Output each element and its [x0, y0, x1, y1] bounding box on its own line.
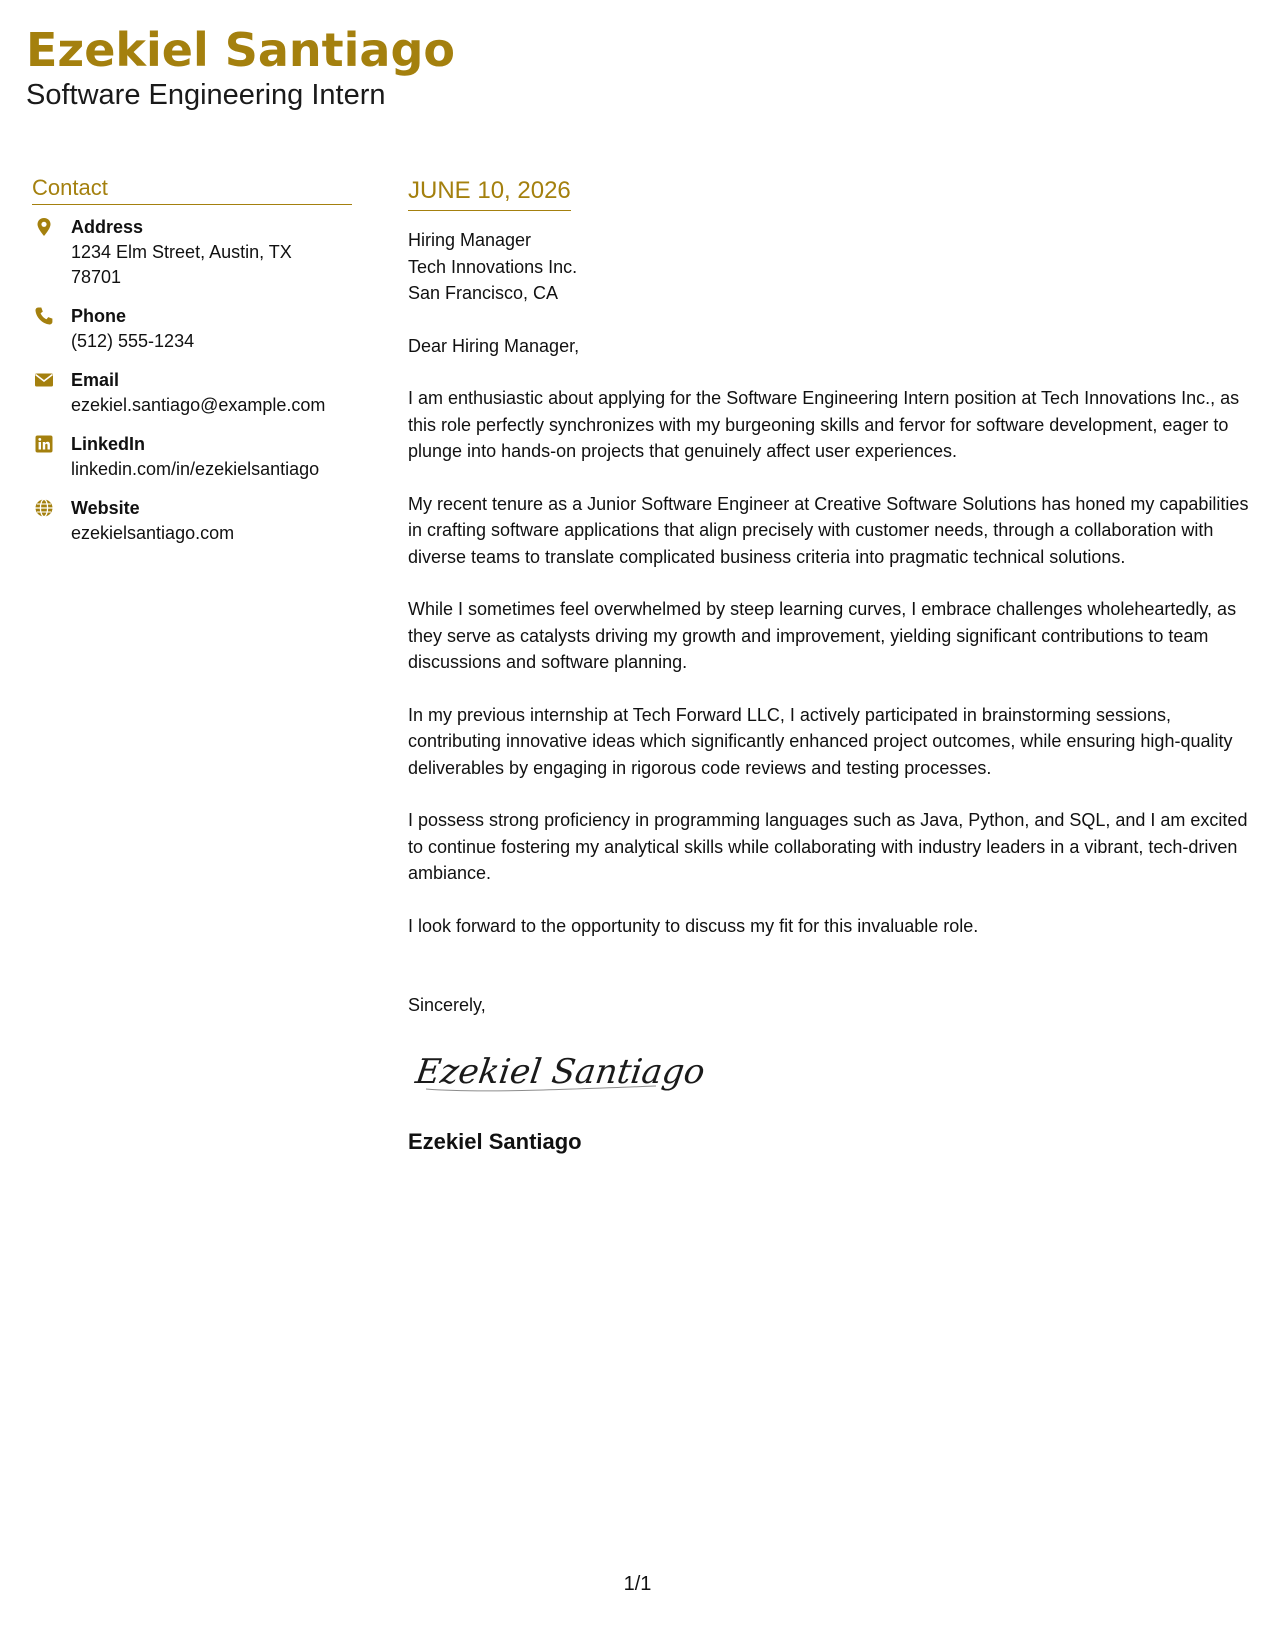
linkedin-icon — [34, 434, 54, 454]
letter-header — [26, 22, 455, 112]
recipient-line: San Francisco, CA — [408, 283, 559, 303]
email-value: ezekiel.santiago@example.com — [71, 395, 326, 415]
applicant-name: Ezekiel Santiago — [26, 23, 455, 77]
letter-date-block — [408, 176, 571, 211]
body-paragraph: I look forward to the opportunity to discuss my fit for this invaluable role. — [408, 915, 979, 936]
website-label: Website — [71, 498, 140, 518]
contact-item-phone — [32, 304, 352, 354]
svg-text:Ezekiel Santiago: Ezekiel Santiago — [413, 1051, 708, 1092]
address-line-2: 78701 — [71, 267, 122, 287]
address-label: Address — [71, 217, 144, 237]
phone-icon — [34, 306, 54, 326]
page-number: 1/1 — [623, 1573, 652, 1595]
website-value: ezekielsantiago.com — [71, 523, 235, 543]
closing: Sincerely, — [408, 995, 486, 1015]
body-paragraph: In my previous internship at Tech Forward LLC, I actively participated in brainstorming sessions, contributing innovative ideas which significantly enhanced project outcomes, while ensuring high-quality deliverables by engaging in rigorous code reviews and testing processes. — [408, 704, 1233, 778]
phone-label: Phone — [71, 306, 127, 326]
recipient-block — [408, 227, 1253, 307]
letter-date: JUNE 10, 2026 — [408, 177, 571, 204]
envelope-icon — [34, 370, 54, 390]
phone-value: (512) 555-1234 — [71, 331, 195, 351]
address-line-1: 1234 Elm Street, Austin, TX — [71, 242, 292, 262]
contact-item-website — [32, 496, 352, 546]
recipient-line: Hiring Manager — [408, 230, 532, 250]
letter-body — [408, 176, 1253, 1156]
contact-heading: Contact — [32, 174, 352, 205]
applicant-role: Software Engineering Intern — [26, 79, 386, 111]
contact-item-email — [32, 368, 352, 418]
salutation: Dear Hiring Manager, — [408, 335, 580, 356]
contact-item-linkedin — [32, 432, 352, 482]
recipient-line: Tech Innovations Inc. — [408, 256, 578, 277]
body-paragraph: I am enthusiastic about applying for the Software Engineering Intern position at Tech Innovations Inc., as this role perfectly synchronizes with my burgeoning skills and fervor for software development, eager to plunge into hands-on projects that genuinely affect user experiences. — [408, 388, 1240, 461]
globe-icon — [34, 498, 54, 518]
linkedin-value: linkedin.com/in/ezekielsantiago — [71, 459, 320, 479]
signed-name: Ezekiel Santiago — [408, 1128, 582, 1154]
contact-item-address — [32, 215, 352, 290]
body-paragraph: My recent tenure as a Junior Software Engineer at Creative Software Solutions has honed my capabilities in crafting software applications that align precisely with customer needs, through a collaboration with diverse teams to translate complicated business criteria into pragmatic technical solutions. — [408, 493, 1249, 567]
linkedin-label: LinkedIn — [71, 434, 146, 454]
contact-sidebar — [32, 174, 352, 560]
map-pin-icon — [34, 217, 54, 237]
body-paragraph: I possess strong proficiency in programming languages such as Java, Python, and SQL, and I am excited to continue fostering my analytical skills while collaborating with industry leaders in a vibrant, tech-driven ambiance. — [408, 810, 1248, 883]
email-label: Email — [71, 370, 120, 390]
handwritten-signature — [413, 1043, 708, 1103]
body-paragraph: While I sometimes feel overwhelmed by steep learning curves, I embrace challenges wholeheartedly, as they serve as catalysts driving my growth and improvement, yielding significant contributions to team discussions and software planning. — [408, 599, 1237, 672]
